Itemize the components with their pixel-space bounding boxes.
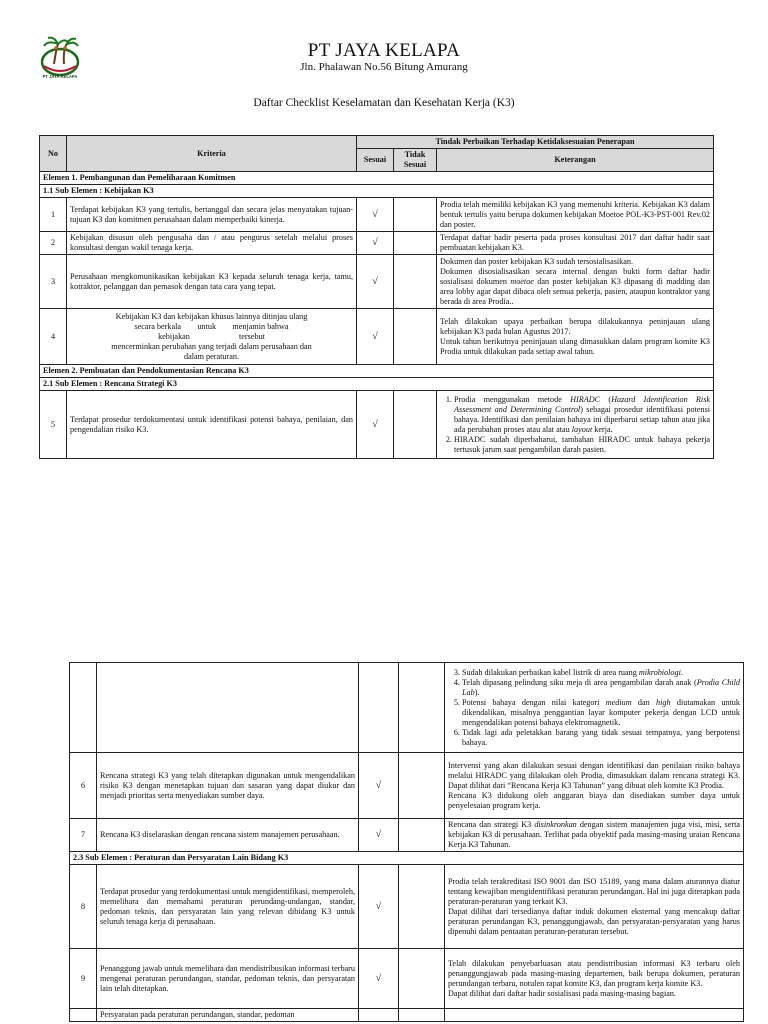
cell-tidak-sesuai <box>399 663 445 753</box>
cell-tidak-sesuai <box>394 309 437 365</box>
row-kriteria: Persyaratan pada peraturan perundangan, standar, pedoman <box>97 1009 359 1022</box>
table-row <box>70 865 744 949</box>
row-kriteria: Rencana K3 diselaraskan dengan rencana sistem manajemen perusahaan. <box>97 819 359 852</box>
cell-tidak-sesuai <box>394 198 437 232</box>
row-keterangan: Prodia telah terakreditasi ISO 9001 dan ISO 15189, yang mana dalam aturannya diatur tentang kewajiban mengidentifikasi peraturan perundangan. Hal ini juga diterapkan pada peraturan-peraturan yang terkait K3. Dapat dilihat dari tersedianya daftar induk dokumen eksternal yang mencakup daftar peraturan perundangan K3, penanggungjawab, dan persyaratan-persyaratan yang harus dipenuhi dalam pentaatan peraturan-peraturan tersebut. <box>445 865 744 949</box>
row-number: 8 <box>70 865 97 949</box>
company-address: Jln. Phalawan No.56 Bitung Amurang <box>300 61 468 73</box>
cell-tidak-sesuai <box>399 753 445 819</box>
row-number: 5 <box>40 391 67 459</box>
row-kriteria: Terdapat prosedur terdokumentasi untuk identifikasi potensi bahaya, penilaian, dan pengendalian risiko K3. <box>67 391 357 459</box>
company-name: PT JAYA KELAPA <box>307 40 461 61</box>
row-kriteria <box>97 663 359 753</box>
header-kriteria: Kriteria <box>67 136 357 172</box>
table-row <box>70 819 744 852</box>
keterangan-line: Dokumen disosialisasikan secara internal dengan bukti form daftar hadir sosialisasi dokumen moetoe dan poster kebijakan K3 dipasang di madding dan area lobby agar dapat dibaca oleh semua pekerja, pasien, ataupun kontraktor yang berada di area Prodia.. <box>440 266 711 306</box>
table-row <box>70 1009 744 1022</box>
row-keterangan: Rencana dan strategi K3 disinkronkan dengan sistem manajemen juga visi, misi, serta kebijakan K3 di perusahaan. Terlihat pada obyektif pada masing-masing uraian Rencana Kerja K3 Tahunan. <box>445 819 744 852</box>
checkmark-sesuai: √ <box>359 819 399 852</box>
checkmark-sesuai: √ <box>357 232 394 255</box>
checkmark-sesuai: √ <box>357 198 394 232</box>
row-keterangan: Telah dilakukan upaya perbaikan berupa dilakukannya peninjauan ulang kebijakan K3 pada bulan Agustus 2017. Untuk tahun berikutnya peninjauan ulang dimasukkan dalam program komite K3 Prodia untuk dilakukan pada setiap awal tahun. <box>437 309 714 365</box>
row-number: 9 <box>70 949 97 1009</box>
document-title: Daftar Checklist Keselamatan dan Kesehatan Kerja (K3) <box>253 97 515 109</box>
table-row <box>40 391 714 459</box>
checkmark-sesuai: √ <box>359 753 399 819</box>
cell-tidak-sesuai <box>394 232 437 255</box>
row-kriteria: Kebijakan disusun oleh pengusaha dan / atau pengurus setelah melalui proses konsultasi dengan wakil tenaga kerja. <box>67 232 357 255</box>
row-keterangan <box>437 255 714 309</box>
cell-tidak-sesuai <box>399 1009 445 1022</box>
header-tidak-sesuai: Tidak Sesuai <box>394 149 437 172</box>
header-keterangan: Keterangan <box>437 149 714 172</box>
checklist-table-page1 <box>39 135 714 459</box>
table-row <box>40 232 714 255</box>
row-kriteria: Perusahaan mengkomunikasikan kebijakan K3 kepada seluruh tenaga kerja, tamu, kotraktor, pelanggan dan pemasok dengan tata cara yang tepat. <box>67 255 357 309</box>
row-number: 6 <box>70 753 97 819</box>
row-number: 3 <box>40 255 67 309</box>
checkmark-sesuai: √ <box>357 309 394 365</box>
row-keterangan <box>445 663 744 753</box>
cell-tidak-sesuai <box>399 819 445 852</box>
table-row <box>40 255 714 309</box>
table-row <box>70 663 744 753</box>
section-heading: Elemen 2. Pembuatan dan Pendokumentasian Rencana K3 <box>40 365 714 378</box>
keterangan-list-item: 6. Tidak lagi ada peletakkan barang yang tidak sesuai tempatnya, yang berpotensi bahaya. <box>462 728 740 748</box>
keterangan-line: Dokumen dan poster kebijakan K3 sudah tersosialisasikan. <box>440 256 634 266</box>
header-tindak-perbaikan: Tindak Perbaikan Terhadap Ketidaksesuaian Penerapan <box>357 136 714 149</box>
row-keterangan: Terdapat daftar hadir peserta pada proses konsultasi 2017 dan daftar hadir saat pembuatan kebijakan K3. <box>437 232 714 255</box>
table-row <box>40 309 714 365</box>
row-keterangan: Telah dilakukan penyebarluasan atau pendistribusian informasi K3 terbaru oleh penanggungjawab pada masing-masing departemen, baik berupa dokumen, peraturan perundangan terbaru, notulen rapat komite K3, dan program kerja komite K3. Dapat dilihat dari daftar hadir sosialisasi pada masing-masing bagian. <box>445 949 744 1009</box>
row-number <box>70 1009 97 1022</box>
keterangan-list-item: 5. Potensi bahaya dengan nilai kategori medium dan high diutamakan untuk dikendalikan, misalnya penggantian layar komputer pekerja dengan LCD untuk mengendalikan potensi bahaya elektromagnetik. <box>462 698 740 728</box>
checkmark-sesuai: √ <box>357 255 394 309</box>
row-keterangan <box>445 1009 744 1022</box>
row-keterangan: Intervensi yang akan dilakukan sesuai dengan identifikasi dan penilaian risiko bahaya melalui HIRADC yang dilakukan oleh Prodia, dimasukkan dalam rencana strategi K3. Dapat dilihat dari “Rencana Kerja K3 Tahunan” yang dibuat oleh komite K3 Prodia. Rencana K3 didukung oleh anggaran biaya dan disediakan sumber daya untuk penyelesaian program kerja. <box>445 753 744 819</box>
row-number <box>70 663 97 753</box>
checkmark-sesuai: √ <box>359 949 399 1009</box>
row-kriteria: Terdapat kebijakan K3 yang tertulis, bertanggal dan secara jelas menyatakan tujuan-tujuan K3 dan komitmen perusahaan dalam memperbaiki kinerja. <box>67 198 357 232</box>
row-kriteria: Rencana strategi K3 yang telah ditetapkan digunakan untuk mengendalikan risiko K3 dengan menetapkan tujuan dan sasaran yang dapat diukur dan menjadi prioritas serta menyediakan sumber daya. <box>97 753 359 819</box>
row-kriteria: Penanggung jawab untuk memelihara dan mendistribusikan informasi terbaru mengenai peraturan perundangan, standar, pedoman teknis, dan persyaratan lain telah ditetapkan. <box>97 949 359 1009</box>
section-heading: Elemen 1. Pembangunan dan Pemeliharaan Komitmen <box>40 172 714 185</box>
table-row <box>70 949 744 1009</box>
table-row <box>70 753 744 819</box>
row-keterangan <box>437 391 714 459</box>
row-number: 7 <box>70 819 97 852</box>
row-kriteria: Kebijakan K3 dan kebijakan khusus lainnya ditinjau ulang secara berkala untuk menjamin bahwa kebijakan tersebut mencerminkan perubahan yang terjadi dalam perusahaan dan dalam peraturan. <box>67 309 357 365</box>
cell-sesuai <box>359 663 399 753</box>
logo-text: PT JAYA KELAPA <box>42 74 78 79</box>
subsection-heading: 2.3 Sub Elemen : Peraturan dan Persyaratan Lain Bidang K3 <box>70 852 744 865</box>
checkmark-sesuai: √ <box>357 391 394 459</box>
cell-tidak-sesuai <box>399 865 445 949</box>
keterangan-list-item: 4. Telah dipasang pelindung siku meja di area pengambilan darah anak (Prodia Child Lab). <box>462 678 740 698</box>
row-keterangan: Prodia telah memiliki kebijakan K3 yang memenuhi kriteria. Kebijakan K3 dalam bentuk tertulis yaitu berupa dokumen kebijakan Moetoe POL-K3-PST-001 Rev.02 dan poster. <box>437 198 714 232</box>
cell-tidak-sesuai <box>394 255 437 309</box>
keterangan-list-item: 3. Sudah dilakukan perbaikan kabel listrik di area ruang mikrobiologi. <box>462 668 740 678</box>
header-sesuai: Sesuai <box>357 149 394 172</box>
table-row <box>40 198 714 232</box>
keterangan-list-item: 1. Prodia menggunakan metode HIRADC (Hazard Identification Risk Assessment and Determining Control) sebagai prosedur identifikasi potensi bahaya. Identifikasi dan penilaian bahaya ini diperbarui setiap tahun atau jika ada perubahan proses atau alat atau layout kerja. <box>454 395 710 435</box>
cell-tidak-sesuai <box>394 391 437 459</box>
checklist-table-page2 <box>69 662 744 1022</box>
row-kriteria: Terdapat prosedur yang terdokumentasi untuk mengidentifikasi, memperoleh, memelihara dan memahami peraturan perundang-undangan, standar, pedoman teknis, dan persyaratan lain yang relevan dibidang K3 untuk seluruh tenaga kerja di perusahaan. <box>97 865 359 949</box>
checkmark-sesuai: √ <box>359 865 399 949</box>
subsection-heading: 2.1 Sub Elemen : Rencana Strategi K3 <box>40 378 714 391</box>
subsection-heading: 1.1 Sub Elemen : Kebijakan K3 <box>40 185 714 198</box>
cell-tidak-sesuai <box>399 949 445 1009</box>
row-number: 1 <box>40 198 67 232</box>
row-number: 2 <box>40 232 67 255</box>
row-number: 4 <box>40 309 67 365</box>
keterangan-list-item: 2. HIRADC sudah diperbaharui, tambahan HIRADC untuk bahaya pekerja tertusuk jarum saat pengambilan darah pasien. <box>454 435 710 455</box>
cell-sesuai <box>359 1009 399 1022</box>
header-no: No <box>40 136 67 172</box>
